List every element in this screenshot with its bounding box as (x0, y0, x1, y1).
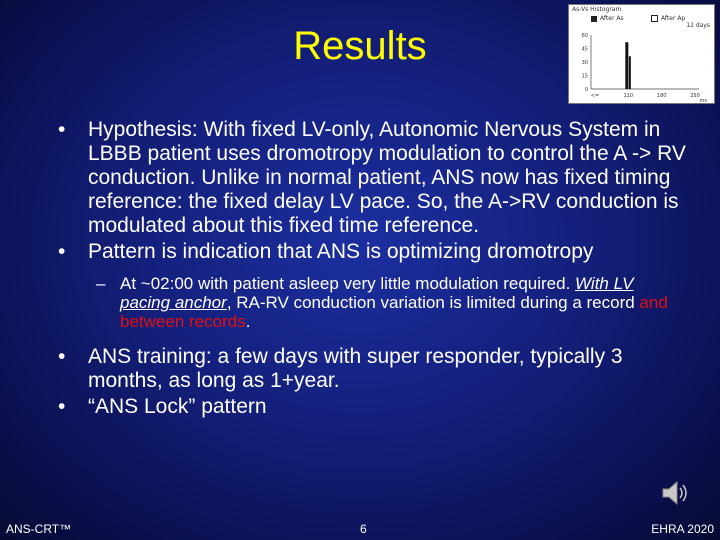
footer-right: EHRA 2020 (651, 522, 714, 536)
y-tick-label: 30 (581, 60, 588, 66)
footer-left: ANS-CRT™ (6, 522, 72, 536)
bullet-marker: • (58, 345, 66, 368)
x-tick-label: 250 (690, 93, 700, 99)
x-tick-label: 110 (623, 93, 634, 99)
bullet-marker: • (58, 395, 66, 418)
sub-text-part1: At ~02:00 with patient asleep very little modulation required. (120, 274, 576, 293)
bullet-ans-training (58, 345, 688, 393)
bullet-text: ANS training: a few days with super responder, typically 3 months, as long as 1+year. (88, 345, 623, 392)
x-axis-unit: ms (699, 98, 707, 103)
bullet-text: Pattern is indication that ANS is optimizing dromotropy (88, 240, 594, 263)
y-tick-label: 45 (581, 46, 588, 53)
speaker-icon[interactable] (660, 478, 690, 508)
sub-bullet-marker: – (96, 274, 106, 293)
legend-label: After Ap (661, 15, 686, 22)
sub-text-part2: , RA-RV conduction variation is limited during a record (226, 293, 640, 312)
histogram-chart (568, 4, 715, 104)
sub-bullet-sleep (58, 274, 688, 331)
histogram-bar (629, 56, 631, 89)
sub-text-underlined: With LV pacing anchor (120, 274, 634, 312)
bullet-pattern (58, 240, 688, 264)
bullet-ans-lock (58, 395, 688, 419)
bullet-hypothesis (58, 118, 688, 238)
y-tick-label: 60 (581, 33, 588, 39)
histogram-days: 12 days (686, 22, 710, 29)
sub-text-red: and between records (120, 293, 668, 331)
bullet-marker: • (58, 118, 66, 141)
x-tick-label: 180 (656, 93, 667, 99)
bullet-marker: • (58, 240, 66, 263)
histogram-title: As-Vs Histogram (572, 6, 622, 13)
legend-label: After As (600, 15, 624, 22)
histogram-bar (625, 42, 628, 89)
page-number: 6 (360, 522, 367, 536)
histogram-plot (569, 5, 714, 103)
x-tick-label: <= (590, 93, 600, 99)
bullet-list (58, 118, 688, 421)
bullet-text: “ANS Lock” pattern (88, 395, 267, 418)
y-tick-label: 15 (581, 73, 588, 80)
sub-text-part3: . (245, 312, 251, 331)
slide-title: Results (293, 24, 427, 68)
bullet-text: Hypothesis: With fixed LV-only, Autonomic Nervous System in LBBB patient uses dromotropy modulation to control the A -> RV conduction. Unlike in normal patient, ANS now has fixed timing reference: the fixed delay LV pace. So, the A->RV conduction is modulated about this fixed time reference. (88, 118, 686, 237)
y-tick-label: 0 (584, 87, 588, 93)
